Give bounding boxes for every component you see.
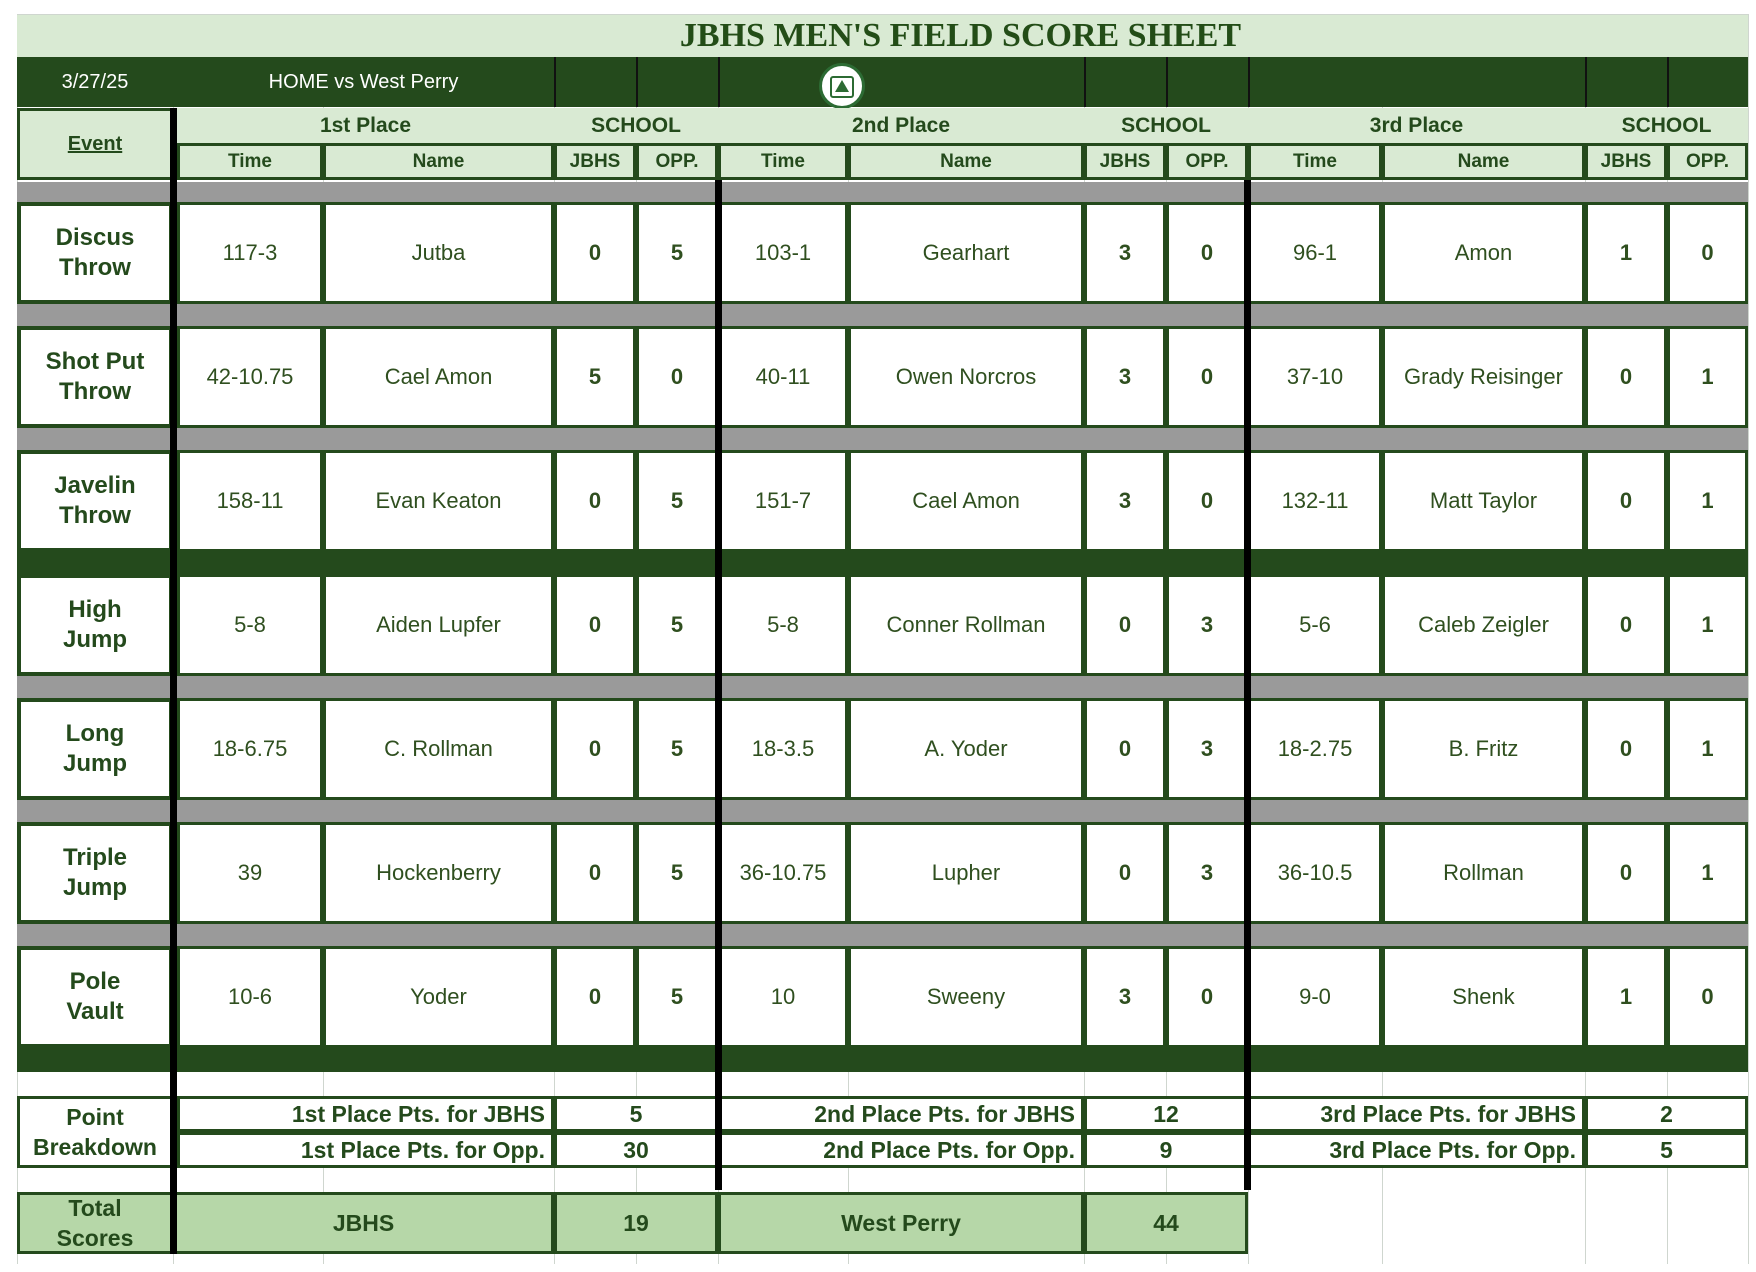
grid-line — [1748, 14, 1749, 1264]
divider-thick — [715, 180, 722, 1190]
event-label: Discus Throw — [17, 202, 173, 304]
jbhs-points: 0 — [554, 822, 636, 924]
opp-points: 0 — [1667, 202, 1748, 304]
athlete-name: Aiden Lupfer — [323, 574, 554, 676]
athlete-name: Gearhart — [848, 202, 1084, 304]
place1-header: 1st Place — [177, 108, 554, 143]
jbhs-points: 0 — [1084, 574, 1166, 676]
divider-thick — [1244, 180, 1251, 1190]
pts-value-2: 12 — [1084, 1096, 1248, 1132]
jbhs-points: 3 — [1084, 202, 1166, 304]
mark-time: 117-3 — [177, 202, 323, 304]
athlete-name: Conner Rollman — [848, 574, 1084, 676]
col-header-jbhs: JBHS — [1084, 143, 1166, 180]
school2-header: SCHOOL — [1084, 108, 1248, 143]
col-header-time: Time — [177, 143, 323, 180]
athlete-name: Matt Taylor — [1382, 450, 1585, 552]
crest-mark — [835, 80, 849, 92]
home-team-name: JBHS — [173, 1192, 554, 1254]
opp-points: 0 — [1166, 202, 1248, 304]
athlete-name: Sweeny — [848, 946, 1084, 1048]
breakdown-label: Point Breakdown — [17, 1096, 173, 1168]
info-divider — [1166, 57, 1168, 107]
event-label: Triple Jump — [17, 822, 173, 924]
info-divider — [1585, 57, 1587, 107]
pts-value-1: 30 — [554, 1132, 718, 1168]
event-header: Event — [17, 108, 173, 180]
mark-time: 36-10.75 — [718, 822, 848, 924]
away-total-score: 44 — [1084, 1192, 1248, 1254]
opp-points: 5 — [636, 698, 718, 800]
col-header-time: Time — [718, 143, 848, 180]
info-divider — [1667, 57, 1669, 107]
mark-time: 5-8 — [718, 574, 848, 676]
col-header-opp: OPP. — [636, 143, 718, 180]
event-label: Shot Put Throw — [17, 326, 173, 428]
mark-time: 36-10.5 — [1248, 822, 1382, 924]
opp-points: 0 — [1667, 946, 1748, 1048]
jbhs-points: 0 — [554, 946, 636, 1048]
row-separator — [17, 676, 1748, 698]
pts-label-1: 1st Place Pts. for JBHS — [177, 1096, 554, 1132]
school1-header: SCHOOL — [554, 108, 718, 143]
pts-label-2: 2nd Place Pts. for JBHS — [718, 1096, 1084, 1132]
athlete-name: Shenk — [1382, 946, 1585, 1048]
col-header-name: Name — [848, 143, 1084, 180]
opp-points: 0 — [1166, 326, 1248, 428]
athlete-name: Amon — [1382, 202, 1585, 304]
col-header-opp: OPP. — [1166, 143, 1248, 180]
away-team-name: West Perry — [718, 1192, 1084, 1254]
title-left-spacer — [17, 15, 173, 57]
jbhs-points: 0 — [1585, 574, 1667, 676]
col-header-name: Name — [1382, 143, 1585, 180]
opp-points: 5 — [636, 822, 718, 924]
mark-time: 37-10 — [1248, 326, 1382, 428]
event-label: High Jump — [17, 574, 173, 676]
jbhs-points: 5 — [554, 326, 636, 428]
athlete-name: Evan Keaton — [323, 450, 554, 552]
row-separator — [17, 924, 1748, 946]
event-label: Long Jump — [17, 698, 173, 800]
athlete-name: Caleb Zeigler — [1382, 574, 1585, 676]
info-divider — [1084, 57, 1086, 107]
totals-label: Total Scores — [17, 1192, 173, 1254]
col-header-name: Name — [323, 143, 554, 180]
col-header-time: Time — [1248, 143, 1382, 180]
mark-time: 103-1 — [718, 202, 848, 304]
info-divider — [636, 57, 638, 107]
athlete-name: Cael Amon — [848, 450, 1084, 552]
jbhs-points: 0 — [554, 698, 636, 800]
mark-time: 18-3.5 — [718, 698, 848, 800]
mark-time: 151-7 — [718, 450, 848, 552]
jbhs-points: 0 — [1084, 698, 1166, 800]
opp-points: 0 — [636, 326, 718, 428]
row-separator — [17, 800, 1748, 822]
opp-points: 1 — [1667, 450, 1748, 552]
athlete-name: Grady Reisinger — [1382, 326, 1585, 428]
jbhs-points: 3 — [1084, 450, 1166, 552]
col-header-opp: OPP. — [1667, 143, 1748, 180]
jbhs-points: 1 — [1585, 202, 1667, 304]
athlete-name: Hockenberry — [323, 822, 554, 924]
opp-points: 1 — [1667, 574, 1748, 676]
athlete-name: Jutba — [323, 202, 554, 304]
jbhs-points: 3 — [1084, 946, 1166, 1048]
place2-header: 2nd Place — [718, 108, 1084, 143]
opp-points: 1 — [1667, 326, 1748, 428]
opp-points: 0 — [1166, 946, 1248, 1048]
row-separator — [17, 552, 1748, 574]
event-label: Javelin Throw — [17, 450, 173, 552]
mark-time: 40-11 — [718, 326, 848, 428]
mark-time: 18-2.75 — [1248, 698, 1382, 800]
mark-time: 5-6 — [1248, 574, 1382, 676]
jbhs-points: 1 — [1585, 946, 1667, 1048]
pts-label-1: 1st Place Pts. for Opp. — [177, 1132, 554, 1168]
mark-time: 96-1 — [1248, 202, 1382, 304]
pts-value-2: 9 — [1084, 1132, 1248, 1168]
jbhs-points: 0 — [554, 574, 636, 676]
mark-time: 18-6.75 — [177, 698, 323, 800]
athlete-name: Owen Norcros — [848, 326, 1084, 428]
divider-thick — [170, 108, 177, 1254]
opp-points: 5 — [636, 202, 718, 304]
mark-time: 158-11 — [177, 450, 323, 552]
jbhs-points: 0 — [554, 450, 636, 552]
athlete-name: Rollman — [1382, 822, 1585, 924]
school3-header: SCHOOL — [1585, 108, 1748, 143]
pts-label-3: 3rd Place Pts. for JBHS — [1248, 1096, 1585, 1132]
meet-date: 3/27/25 — [61, 70, 129, 93]
jbhs-points: 0 — [554, 202, 636, 304]
athlete-name: Lupher — [848, 822, 1084, 924]
opp-points: 1 — [1667, 698, 1748, 800]
opp-points: 0 — [1166, 450, 1248, 552]
jbhs-points: 0 — [1084, 822, 1166, 924]
col-header-jbhs: JBHS — [554, 143, 636, 180]
home-total-score: 19 — [554, 1192, 718, 1254]
pts-label-3: 3rd Place Pts. for Opp. — [1248, 1132, 1585, 1168]
athlete-name: A. Yoder — [848, 698, 1084, 800]
mark-time: 9-0 — [1248, 946, 1382, 1048]
opp-points: 5 — [636, 946, 718, 1048]
pts-value-3: 5 — [1585, 1132, 1748, 1168]
pts-label-2: 2nd Place Pts. for Opp. — [718, 1132, 1084, 1168]
athlete-name: B. Fritz — [1382, 698, 1585, 800]
sheet-title: JBHS MEN'S FIELD SCORE SHEET — [173, 15, 1748, 57]
row-separator — [17, 304, 1748, 326]
pts-value-1: 5 — [554, 1096, 718, 1132]
jbhs-points: 3 — [1084, 326, 1166, 428]
mark-time: 5-8 — [177, 574, 323, 676]
jbhs-points: 0 — [1585, 326, 1667, 428]
mark-time: 42-10.75 — [177, 326, 323, 428]
opp-points: 1 — [1667, 822, 1748, 924]
pts-value-3: 2 — [1585, 1096, 1748, 1132]
row-separator — [17, 428, 1748, 450]
mark-time: 132-11 — [1248, 450, 1382, 552]
school-crest-icon — [819, 63, 865, 109]
info-divider — [554, 57, 556, 107]
jbhs-points: 0 — [1585, 450, 1667, 552]
place3-header: 3rd Place — [1248, 108, 1585, 143]
jbhs-points: 0 — [1585, 822, 1667, 924]
opp-points: 5 — [636, 450, 718, 552]
mark-time: 10-6 — [177, 946, 323, 1048]
athlete-name: Cael Amon — [323, 326, 554, 428]
info-divider — [718, 57, 720, 107]
mark-time: 39 — [177, 822, 323, 924]
opp-points: 3 — [1166, 574, 1248, 676]
opp-points: 3 — [1166, 822, 1248, 924]
meet-matchup: HOME vs West Perry — [268, 70, 459, 93]
opp-points: 5 — [636, 574, 718, 676]
event-label: Pole Vault — [17, 946, 173, 1048]
row-separator — [17, 1048, 1748, 1072]
mark-time: 10 — [718, 946, 848, 1048]
info-divider — [1248, 57, 1250, 107]
col-header-jbhs: JBHS — [1585, 143, 1667, 180]
row-separator — [17, 182, 1748, 202]
athlete-name: Yoder — [323, 946, 554, 1048]
athlete-name: C. Rollman — [323, 698, 554, 800]
opp-points: 3 — [1166, 698, 1248, 800]
jbhs-points: 0 — [1585, 698, 1667, 800]
